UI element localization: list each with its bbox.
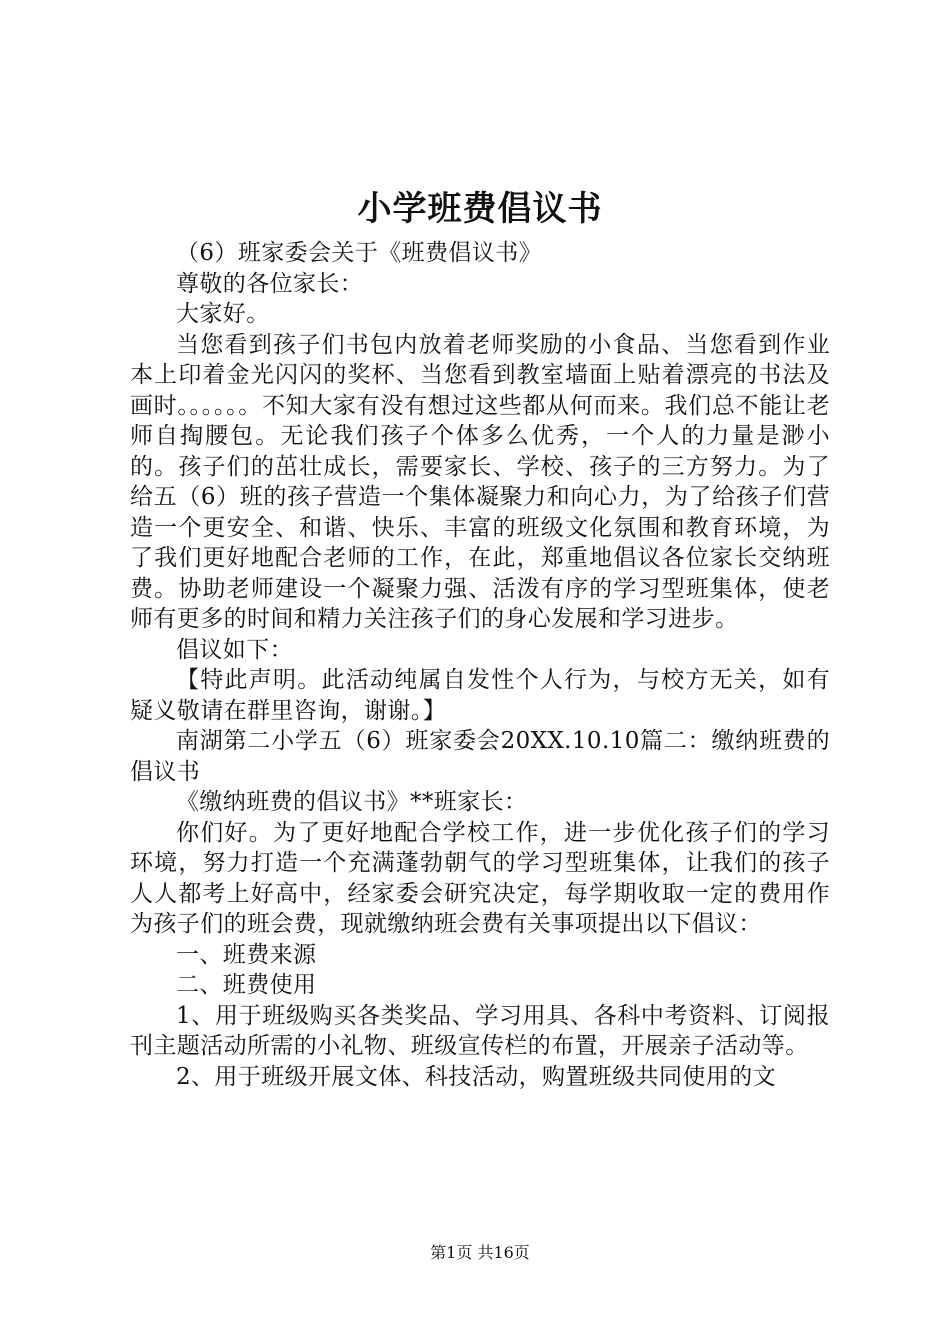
paragraph-main-appeal: 当您看到孩子们书包内放着老师奖励的小食品、当您看到作业本上印着金光闪闪的奖杯、当您看到教室墙面上贴着漂亮的书法及画时。。。。。。不知大家有没有想过这些都从何而来。我们总不能让老师自掏腰包。无论我们孩子个体多么优秀，一个人的力量是渺小的。孩子们的茁壮成长，需要家长、学校、孩子的三方努力。为了给五（6）班的孩子营造一个集体凝聚力和向心力，为了给孩子们营造一个更安全、和谐、快乐、丰富的班级文化氛围和教育环境，为了我们更好地配合老师的工作，在此，郑重地倡议各位家长交纳班费。协助老师建设一个凝聚力强、活泼有序的学习型班集体，使老师有更多的时间和精力关注孩子们的身心发展和学习进步。 bbox=[130, 331, 830, 632]
paragraph-second-heading: 《缴纳班费的倡议书》**班家长： bbox=[176, 789, 528, 815]
paragraph-usage-item-1: 1、用于班级购买各类奖品、学习用具、各科中考资料、订阅报刊主题活动所需的小礼物、班级宣传栏的布置，开展亲子活动等。 bbox=[130, 1002, 830, 1059]
paragraph-signature: 南湖第二小学五（6）班家委会20XX.10.10篇二：缴纳班费的倡议书 bbox=[130, 728, 830, 785]
paragraph-committee-heading: （6）班家委会关于《班费倡议书》 bbox=[176, 240, 543, 266]
page-number: 第1页 共16页 bbox=[430, 1243, 530, 1262]
paragraph-section-source: 一、班费来源 bbox=[176, 941, 317, 968]
document-title: 小学班费倡议书 bbox=[357, 189, 603, 229]
document-body bbox=[130, 238, 830, 1092]
paragraph-second-appeal: 你们好。为了更好地配合学校工作，进一步优化孩子们的学习环境，努力打造一个充满蓬勃朝气的学习型班集体，让我们的孩子人人都考上好高中，经家委会研究决定，每学期收取一定的费用作为孩子们的班会费，现就缴纳班会费有关事项提出以下倡议： bbox=[130, 819, 830, 937]
paragraph-section-usage: 二、班费使用 bbox=[176, 972, 317, 998]
paragraph-salutation: 尊敬的各位家长： bbox=[176, 270, 364, 297]
paragraph-greeting: 大家好。 bbox=[176, 301, 270, 327]
paragraph-declaration: 【特此声明。此活动纯属自发性个人行为，与校方无关，如有疑义敬请在群里咨询，谢谢。】 bbox=[130, 667, 830, 724]
paragraph-usage-item-2: 2、用于班级开展文体、科技活动，购置班级共同使用的文 bbox=[176, 1063, 777, 1090]
paragraph-proposal-intro: 倡议如下： bbox=[176, 636, 293, 663]
